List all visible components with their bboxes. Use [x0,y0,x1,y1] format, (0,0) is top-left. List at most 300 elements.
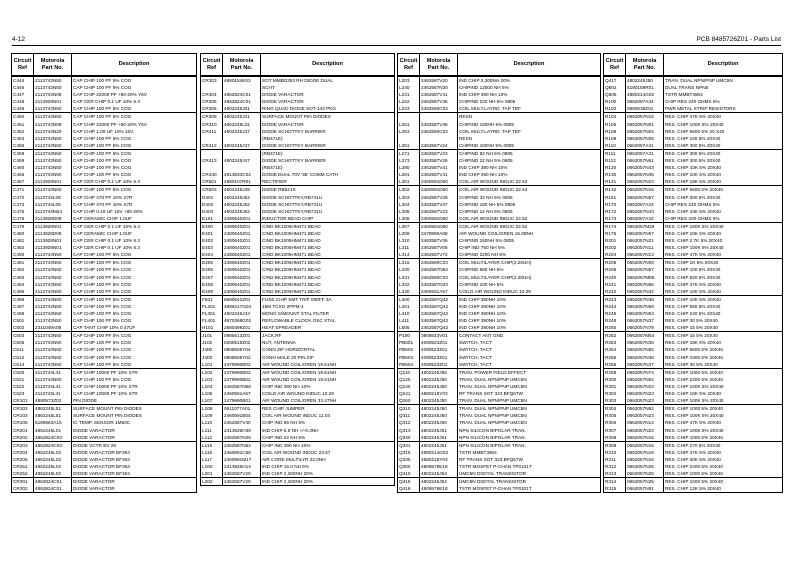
cell-part-no: 2460591A67 [223,390,261,397]
cell-description: CHIPIND 12000 NH 5% [458,84,601,91]
cell-description: CHIPIND 22 NH 5% 0805 [458,157,601,164]
cell-description: CAP CHIP 100 PF 5% COG [72,288,197,296]
cell-description: CAP CHIP 100 PF 5% COG [72,376,197,383]
cell-ref: C503 [12,332,34,340]
table-row [201,470,395,478]
cell-part-no: 2113743N50 [34,303,72,310]
table-row [201,427,395,434]
cell-part-no: 0662057N23 [626,178,664,186]
cell-description: DIODE VARACTOR BF363 [72,449,197,456]
cell-part-no [223,84,261,91]
cell-part-no: 2462587V40 [223,419,261,426]
cell-ref: Q330 [398,456,420,463]
cell-part-no [223,164,261,171]
cell-description: CAP CHIP 100 PF 5% COG [72,186,197,194]
cell-ref: L315 [398,259,420,267]
cell-description: COIL MULTILAYER CHIP(2.20UH) [458,274,601,281]
cell-part-no: 4862245L02 [34,470,72,478]
cell-description: CAP CHIP 10000 PF 10% X7R [72,368,197,376]
cell-part-no: 2113928D08 [34,230,72,237]
table-row [201,412,395,419]
cell-ref: R174 [604,222,626,230]
cell-description: DIODE VCTR BV 28 [72,441,197,449]
table-row [12,113,197,121]
cell-ref: E408 [201,281,223,288]
table-row [12,135,197,142]
cell-part-no: 0662057N45 [626,171,664,178]
cell-part-no: 4880973Z02 [34,397,72,405]
cell-ref: CR413 [201,157,223,164]
cell-part-no: 2113928D08 [34,215,72,223]
cell-part-no: 2113743N50 [34,105,72,113]
cell-description: CAP CER CHIP 0.1 UF 10% 6.3 [72,244,197,251]
cell-ref: C512 [12,354,34,361]
table-row [398,441,601,449]
cell-description: CHIP IND 750 NH 5% [458,244,601,251]
cell-part-no: 0662057M85 [626,274,664,281]
cell-part-no: 2460591A67 [420,288,458,296]
cell-ref: R120 [604,164,626,171]
cell-ref: R255 [604,354,626,361]
cell-description: SOT MMBD353 RH DIODE DUAL [261,76,395,84]
cell-description: IND CHIP 390 NH 10% [458,171,601,178]
cell-part-no: 4862245L02 [34,463,72,470]
cell-description: COIL AIR WOUND INDUC 22.54 [458,178,601,186]
cell-part-no: 4880154K03 [223,76,261,84]
cell-description: AIR WOUND COIL/GREN 19.61NH [261,368,395,376]
cell-ref: L309 [398,230,420,237]
cell-part-no: 4862824C01 [34,485,72,493]
cell-ref [201,135,223,142]
cell-part-no: 2462587Q42 [420,317,458,324]
table-row [398,194,601,201]
cell-ref: L242 [398,98,420,105]
cell-part-no: 2462587V20 [420,76,458,84]
cell-ref: R110 [604,142,626,150]
cell-description: CAP CHIP 1.00 UF 10% 16V [72,128,197,135]
cell-part-no: 0662057M29 [626,222,664,230]
table-row [12,222,197,230]
cell-part-no: 2113743N50 [34,135,72,142]
cell-part-no: 4802245J43 [223,310,261,317]
cell-part-no: 2479990B02 [223,376,261,383]
cell-ref: CR203 [12,441,34,449]
table-row [604,317,783,324]
cell-ref: L102 [201,368,223,376]
cell-description: TRAN. DUAL NPN/PNP UMC5N [458,376,601,383]
cell-part-no: 2480640Z01 [223,266,261,273]
table-row [201,186,395,194]
table-row [604,164,783,171]
cell-ref: C471 [12,186,34,194]
cell-ref: L253 [398,128,420,135]
cell-part-no: 0662057N79 [626,324,664,332]
cell-description: CAP CHIP 0.10 UF 16V +80-20% [72,208,197,215]
cell-description: INDUCTOR BEAD CHIP [261,215,395,223]
cell-ref: R254 [604,346,626,353]
cell-description: IND CHIP 15.0 NH 5% [261,463,395,470]
cell-part-no: 2462587V05 [420,244,458,251]
cell-ref: Q240 [398,383,420,390]
table-row [398,354,601,361]
cell-description: CAP CHIP 100 PF 5% COG [72,281,197,288]
table-row [12,186,197,194]
cell-part-no: 0662057N59 [626,303,664,310]
cell-description: CIND BK1005HM471 BEAD [261,281,395,288]
cell-ref: L106 [201,390,223,397]
cell-ref: Q410 [398,470,420,478]
cell-part-no: 2462587V41 [420,91,458,98]
cell-ref: Q340 [398,434,420,442]
cell-part-no: 2462590C02 [420,105,458,113]
cell-part-no: 0985613Z01 [223,332,261,340]
cell-ref: PB502 [398,346,420,353]
cell-ref: FL301 [201,310,223,317]
cell-ref: CR204 [12,449,34,456]
cell-ref: R206 [604,266,626,273]
cell-part-no: 2113743N50 [34,157,72,164]
cell-ref: P100 [398,332,420,340]
cell-ref: E400 [201,222,223,230]
cell-ref: C501 [12,317,34,324]
table-row [201,274,395,281]
cell-description: COIL AIR WOUND INDUC 22.54 [458,222,601,230]
cell-description: RES. CHIP 43K 5% 20X40 [664,208,783,215]
cell-part-no: 0662057A31 [626,142,664,150]
cell-part-no: 0662057N23 [626,427,664,434]
table-row [604,237,783,244]
cell-ref: L251 [398,121,420,128]
cell-part-no: 4080523Z01 [420,346,458,353]
cell-part-no: 4802245J50 [420,397,458,405]
cell-ref: L301 [398,178,420,186]
table-row [604,230,783,237]
cell-description: CHIPIND 150NH 5% 0805 [458,237,601,244]
cell-part-no: 2460591B04 [223,412,261,419]
cell-part-no: 3905643V01 [420,332,458,340]
cell-part-no: 2113743N50 [34,295,72,303]
table-row [12,149,197,157]
cell-part-no: 4802245J50 [420,405,458,413]
cell-ref: R250 [604,324,626,332]
cell-description: CHIP IND 22 NH 5% [261,434,395,442]
table-row [12,397,197,405]
cell-ref: C511 [12,346,34,353]
cell-description: RES. CHIP 47K 5% 20X40 [664,419,783,426]
cell-description: CIND BK1005HM471 BEAD [261,251,395,259]
cell-ref: L261 [398,142,420,150]
table-row [12,251,197,259]
cell-description: DIODE VARACTOR [72,434,197,442]
table-row [398,419,601,426]
table-row [201,222,395,230]
table-row [201,346,395,353]
cell-description: RES. CHIP 100K 5% 20X40 [664,427,783,434]
cell-description: IC TEMP. SENSOR 1M50C [72,419,197,426]
cell-part-no: 2113743N50 [34,346,72,353]
cell-part-no: 2480640Z01 [223,281,261,288]
cell-ref: R201 [604,237,626,244]
table-row [12,266,197,273]
table-row [604,76,783,84]
cell-ref: Q400 [398,463,420,470]
cell-ref: R314 [604,478,626,486]
cell-description: CHIPIND 150NH 5% 0805 [458,121,601,128]
cell-description: RES. CHIP 100K 5% 20X40 [664,121,783,128]
cell-part-no: 0662057N74 [626,368,664,376]
table-row [201,281,395,288]
table-row [398,368,601,376]
cell-ref: L112 [201,434,223,442]
table-row [604,485,783,493]
table-row [604,186,783,194]
cell-part-no: 2113743L41 [34,368,72,376]
table-row [201,368,395,376]
cell-part-no: 2113743L09 [34,201,72,208]
cell-description: RES. CHIP 1000 5% 20X40 [664,470,783,478]
cell-part-no: 2462587N64 [420,266,458,273]
cell-ref: C494 [12,281,34,288]
cell-ref: L340 [398,288,420,296]
cell-part-no: 4862245L01 [223,121,261,128]
cell-description: CAP CHIP 100 PF 5% COG [72,266,197,273]
cell-ref: CR503 [201,186,223,194]
table-row [604,339,783,346]
table-row [12,194,197,201]
table-row [604,178,783,186]
cell-ref: R241 [604,281,626,288]
cell-ref: L240 [398,84,420,91]
cell-part-no: 4862245L01 [34,427,72,434]
cell-ref: R303 [604,397,626,405]
table-row [604,419,783,426]
cell-description: RES. CHIP 12K 5% 20X40 [664,485,783,493]
table-row [604,201,783,208]
cell-ref: R312 [604,463,626,470]
table-row [604,149,783,157]
table-row [604,98,783,105]
cell-description: RES. CHIP 1000 5% 20X40 [664,368,783,376]
cell-ref: R170 [604,201,626,208]
cell-description: SURFACE MOUNT PIN DIODES [72,405,197,413]
table-row [398,310,601,317]
table-row [12,244,197,251]
cell-part-no: 4809579E18 [420,485,458,493]
cell-part-no: 4802245J51 [420,434,458,442]
cell-part-no: 0662057N14 [626,419,664,426]
table-row [398,332,601,340]
cell-part-no: 0280519Z02 [223,339,261,346]
table-row [398,346,601,353]
cell-description: DIODE VARACTOR [72,478,197,486]
cell-ref: R205 [604,259,626,267]
table-row [604,244,783,251]
cell-ref: R109 [604,135,626,142]
cell-part-no [420,135,458,142]
cell-description: TSTR MMBT3904 [664,91,783,98]
cell-ref: R173 [604,215,626,223]
table-row [201,383,395,390]
table-row [604,142,783,150]
cell-part-no: 2462587Q42 [420,310,458,317]
cell-part-no: 0905505Y02 [223,354,261,361]
cell-description: CAP CHIP 100 PF 5% COG [72,164,197,171]
cell-part-no: 2480640Z01 [223,244,261,251]
table-row [604,354,783,361]
table-row [398,164,601,171]
table-row [604,383,783,390]
cell-description: RES. CHIP 4300 5% 20X40 [664,354,783,361]
cell-description: CIND BK1005HM471 BEAD [261,274,395,281]
cell-part-no: 2480640Z01 [223,230,261,237]
cell-ref: Q417 [604,76,626,84]
table-row [398,149,601,157]
cell-description: AIR WOUND COIL/GREN 19.61NH [261,376,395,383]
column-header-ref: Circuit Ref [398,54,420,77]
cell-description: IND CHIP 390 NH 10% [458,91,601,98]
cell-part-no: 0662057A31 [626,149,664,157]
cell-ref: C521 [12,376,34,383]
cell-description: CAP CHIP 100 PF 5% COG [72,135,197,142]
cell-part-no: 4802245J50 [420,419,458,426]
cell-ref: L104 [201,383,223,390]
cell-part-no [420,113,458,121]
cell-ref: Q416 [398,485,420,493]
cell-part-no: 2113743N29 [34,128,72,135]
cell-part-no: 2462587V23 [420,208,458,215]
cell-ref: E404 [201,251,223,259]
cell-ref: CR305 [201,98,223,105]
cell-ref: C453 [12,135,34,142]
table-row [398,324,601,332]
cell-part-no: 0662057A34 [626,98,664,105]
cell-description: CAP CHIP 22000 PF +80-20% Y5V [72,91,197,98]
cell-description: CAP CHIP 10000 PF 10% X7R [72,390,197,397]
table-row [201,449,395,456]
cell-ref: CR101 [12,397,34,405]
cell-description: (RB471E) [261,164,395,171]
table-row [604,310,783,317]
cell-description: CAP CHIP 100 PF 5% COG [72,251,197,259]
table-row [398,201,601,208]
table-row [12,368,197,376]
table-row [12,470,197,478]
table-row [201,478,395,486]
cell-ref: C496 [12,295,34,303]
cell-part-no: 0662057N81 [626,485,664,493]
table-row [604,332,783,340]
cell-description: CHIP IND 390 NH 10% [261,383,395,390]
cell-description: RESN [458,135,601,142]
cell-description: RES. CHIP 100K 5% 20X40 [664,412,783,419]
table-row [12,121,197,128]
cell-part-no: 2113743L41 [34,390,72,397]
table-row [201,303,395,310]
table-row [604,194,783,201]
cell-ref: R252 [604,332,626,340]
cell-ref: C449 [12,105,34,113]
table-row [201,201,395,208]
cell-ref: Q311 [398,412,420,419]
cell-part-no: 0662057N37 [626,317,664,324]
cell-ref: C458 [12,149,34,157]
cell-description: DIODE VARACTOR [261,91,395,98]
cell-part-no: 0662057N36 [626,339,664,346]
cell-description: RES. CHIP 47K 5% 20X40 [664,281,783,288]
cell-ref: Q310 [398,405,420,413]
table-row [604,171,783,178]
cell-description: CAP CHIP 100 PF 5% COG [72,142,197,150]
cell-ref: L103 [201,376,223,383]
cell-ref: CR252 [12,470,34,478]
cell-description: CHIPIND 33 NH 5% 0805 [458,194,601,201]
cell-description: RES. CHIP 1000 5% 20X40 [664,434,783,442]
cell-description: AIR WOUND COIL/GREN 15.08NH [458,230,601,237]
table-row [201,142,395,150]
cell-description: RES. CHIP 30K 5% 20X40 [664,456,783,463]
cell-ref: R202 [604,244,626,251]
cell-part-no: 2113743N50 [34,332,72,340]
table-row [398,390,601,397]
cell-part-no: 2462587V41 [420,171,458,178]
table-row [604,441,783,449]
cell-part-no [223,135,261,142]
cell-description: COIL AIR WOUND INDUC 23.57 [261,449,395,456]
cell-part-no: 0662057N92 [626,346,664,353]
cell-description: CAP CHIP 100 PF 5% COG [72,317,197,324]
cell-ref: J101 [201,332,223,340]
cell-description: CHIPIND 2200 NH 5% [458,251,601,259]
table-row [12,128,197,135]
cell-ref: R256 [604,361,626,369]
table-row [201,244,395,251]
table-row [201,251,395,259]
cell-ref: C444 [12,76,34,84]
table-row [12,324,197,332]
parts-table-2 [200,53,395,486]
table-row [398,478,601,486]
cell-description: CAP CER CHIP 0.1 UF 10% 6.3 [72,178,197,186]
cell-description: DUAL TRANS NPN5 [664,84,783,91]
table-row [12,339,197,346]
cell-ref: L411 [398,317,420,324]
table-row [201,405,395,413]
cell-description: IND CHIP 390NH 10% [458,310,601,317]
table-row [604,463,783,470]
cell-part-no: 2462587V20 [223,470,261,478]
table-row [398,215,601,223]
cell-ref: PB504 [398,361,420,369]
cell-ref: R310 [604,449,626,456]
table-row [398,259,601,267]
cell-ref: C452 [12,128,34,135]
table-row [398,171,601,178]
cell-ref: R106 [604,121,626,128]
cell-description: CAP CER CHIP 0.1 UF 10% 6.3 [72,98,197,105]
cell-part-no: 2462587N45 [223,434,261,442]
cell-description: CAP CHIP 100 PF 5% COG [72,332,197,340]
cell-ref: L241 [398,91,420,98]
cell-ref: CR103 [12,412,34,419]
cell-part-no: 4862824C03 [34,434,72,442]
cell-ref: L203 [398,76,420,84]
cell-ref: C514 [12,361,34,369]
cell-part-no: 2480640Z01 [223,274,261,281]
cell-description: CAP CHIP 100 PF 5% COG [72,171,197,178]
cell-part-no: 0905505Y04 [223,346,261,353]
cell-part-no: 0662057N36 [626,354,664,361]
cell-part-no: 0662057N62 [626,376,664,383]
